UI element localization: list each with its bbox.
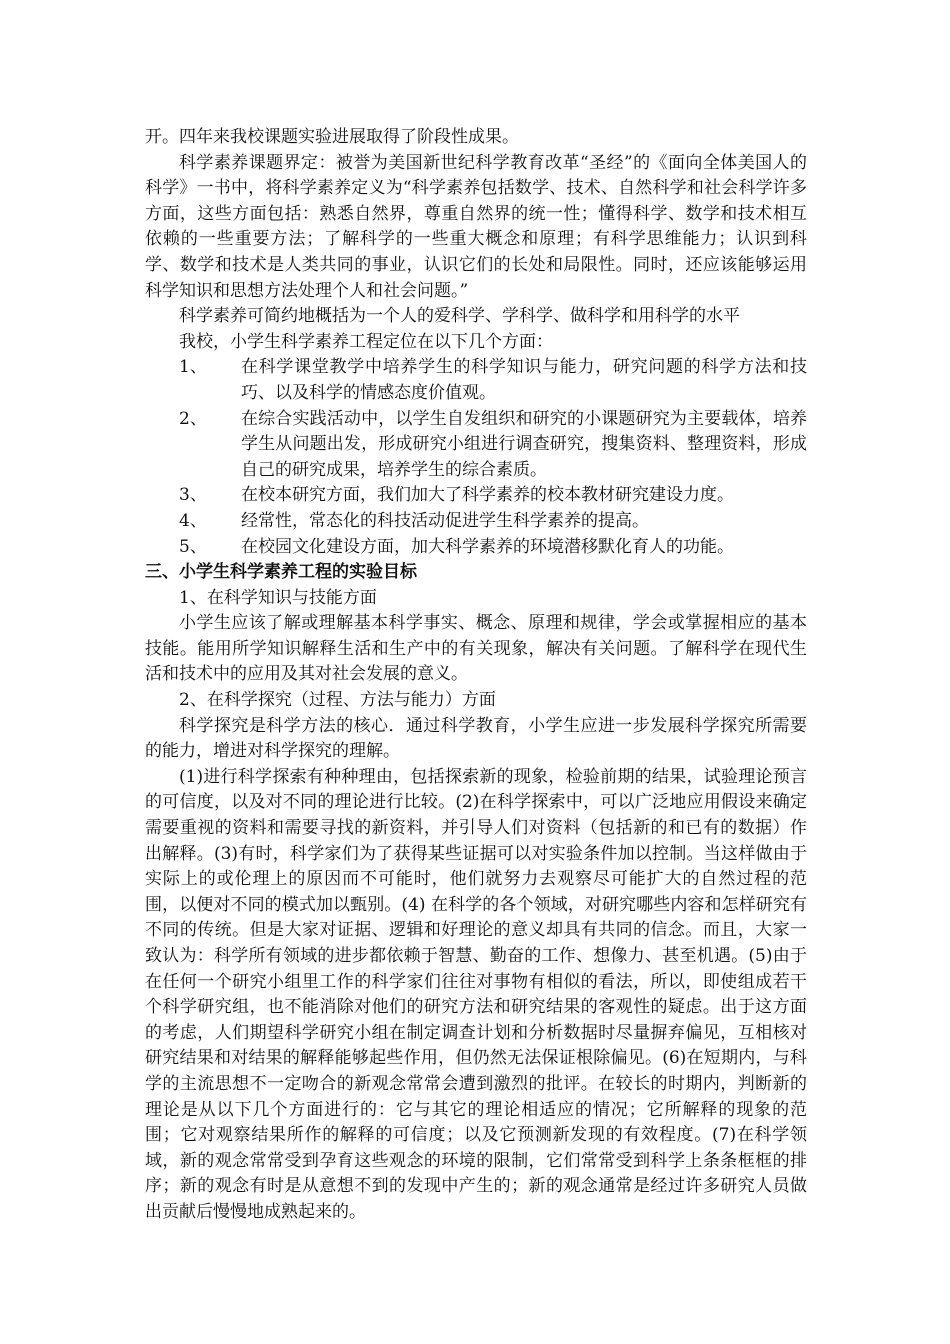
list-item-number: 1、 [179, 357, 207, 378]
section-heading: 三、小学生科学素养工程的实验目标 [145, 562, 417, 583]
paragraph-intro-end: 开。四年来我校课题实验进展取得了阶段性成果。 [145, 127, 519, 147]
subsection-title-inquiry: 2、在科学探究（过程、方法与能力）方面 [179, 690, 496, 711]
document-body [145, 125, 807, 1226]
paragraph-inquiry-details: (1)进行科学探索有种种理由，包括探索新的现象，检验前期的结果，试验理论预言的可信度，以及对不同的理论进行比较。(2)在科学探索中，可以广泛地应用假设来确定需要重视的资料和需要寻找的新资料，并引导人们对资料（包括新的和已有的数据）作出解释。(3)有时，科学家们为了获得某些证据可以对实验条件加以控制。当这样做由于实际上的或伦理上的原因而不可能时，他们就努力去观察尽可能扩大的自然过程的范围，以便对不同的模式加以甄别。(4) 在科学的各个领域，对研究哪些内容和怎样研究有不同的传统。但是大家对证据、逻辑和好理论的意义却具有共同的信念。而且，大家一致认为：科学所有领域的进步都依赖于智慧、勤奋的工作、想像力、甚至机遇。(5)由于在任何一个研究小组里工作的科学家们往往对事物有相似的看法，所以，即使组成若干个科学研究组，也不能消除对他们的研究方法和研究结果的客观性的疑虑。出于这方面的考虑，人们期望科学研究小组在制定调查计划和分析数据时尽量摒弃偏见，互相核对研究结果和对结果的解释能够起些作用，但仍然无法保证根除偏见。(6)在短期内，与科学的主流思想不一定吻合的新观念常常会遭到激烈的批评。在较长的时期内，判断新的理论是从以下几个方面进行的：它与其它的理论相适应的情况；它所解释的现象的范围；它对观察结果所作的解释的可信度；以及它预测新发现的有效程度。(7)在科学领域，新的观念常常受到孕育这些观念的环境的限制，它们常常受到科学上条条框框的排序；新的观念有时是从意想不到的发现中产生的；新的观念通常是经过许多研究人员做出贡献后慢慢地成熟起来的。 [145, 766, 807, 1222]
paragraph-knowledge: 小学生应该了解或理解基本科学事实、概念、原理和规律，学会或掌握相应的基本技能。能用所学知识解释生活和生产中的有关现象，解决有关问题。了解科学在现代生活和技术中的应用及其对社会发展的意义。 [145, 613, 807, 685]
paragraph-positioning: 我校，小学生科学素养工程定位在以下几个方面： [179, 331, 553, 352]
list-item-text: 在校本研究方面，我们加大了科学素养的校本教材研究建设力度。 [241, 485, 734, 506]
list-item-number: 5、 [179, 536, 207, 557]
list-item-number: 2、 [179, 408, 207, 429]
list-item-text: 在科学课堂教学中培养学生的科学知识与能力，研究问题的科学方法和技巧、以及科学的情感态度价值观。 [241, 357, 807, 403]
list-item-text: 在校园文化建设方面，加大科学素养的环境潜移默化育人的功能。 [241, 536, 734, 557]
paragraph-inquiry: 科学探究是科学方法的核心．通过科学教育，小学生应进一步发展科学探究所需要的能力，增进对科学探究的理解。 [145, 715, 807, 762]
list-item [179, 483, 807, 509]
paragraph-definition: 科学素养课题界定：被誉为美国新世纪科学教育改革“圣经”的《面向全体美国人的科学》一书中，将科学素养定义为“科学素养包括数学、技术、自然科学和社会科学许多方面，这些方面包括：熟悉自然界，尊重自然界的统一性；懂得科学、数学和技术相互依赖的一些重要方法；了解科学的一些重大概念和原理；有科学思维能力；认识到科学、数学和技术是人类共同的事业，认识它们的长处和局限性。同时，还应该能够运用科学知识和思想方法处理个人和社会问题。” [145, 152, 807, 301]
list-item [179, 355, 807, 406]
list-item [179, 407, 807, 484]
list-item-text: 经常性，常态化的科技活动促进学生科学素养的提高。 [241, 510, 649, 531]
list-item-number: 4、 [179, 510, 207, 531]
list-item-number: 3、 [179, 485, 207, 506]
list-item [179, 509, 807, 535]
list-item [179, 535, 807, 561]
paragraph-summary: 科学素养可简约地概括为一个人的爱科学、学科学、做科学和用科学的水平 [179, 306, 740, 327]
subsection-title-knowledge: 1、在科学知识与技能方面 [179, 587, 377, 608]
list-item-text: 在综合实践活动中，以学生自发组织和研究的小课题研究为主要载体，培养学生从问题出发，形成研究小组进行调查研究，搜集资料、整理资料，形成自己的研究成果，培养学生的综合素质。 [241, 408, 807, 480]
